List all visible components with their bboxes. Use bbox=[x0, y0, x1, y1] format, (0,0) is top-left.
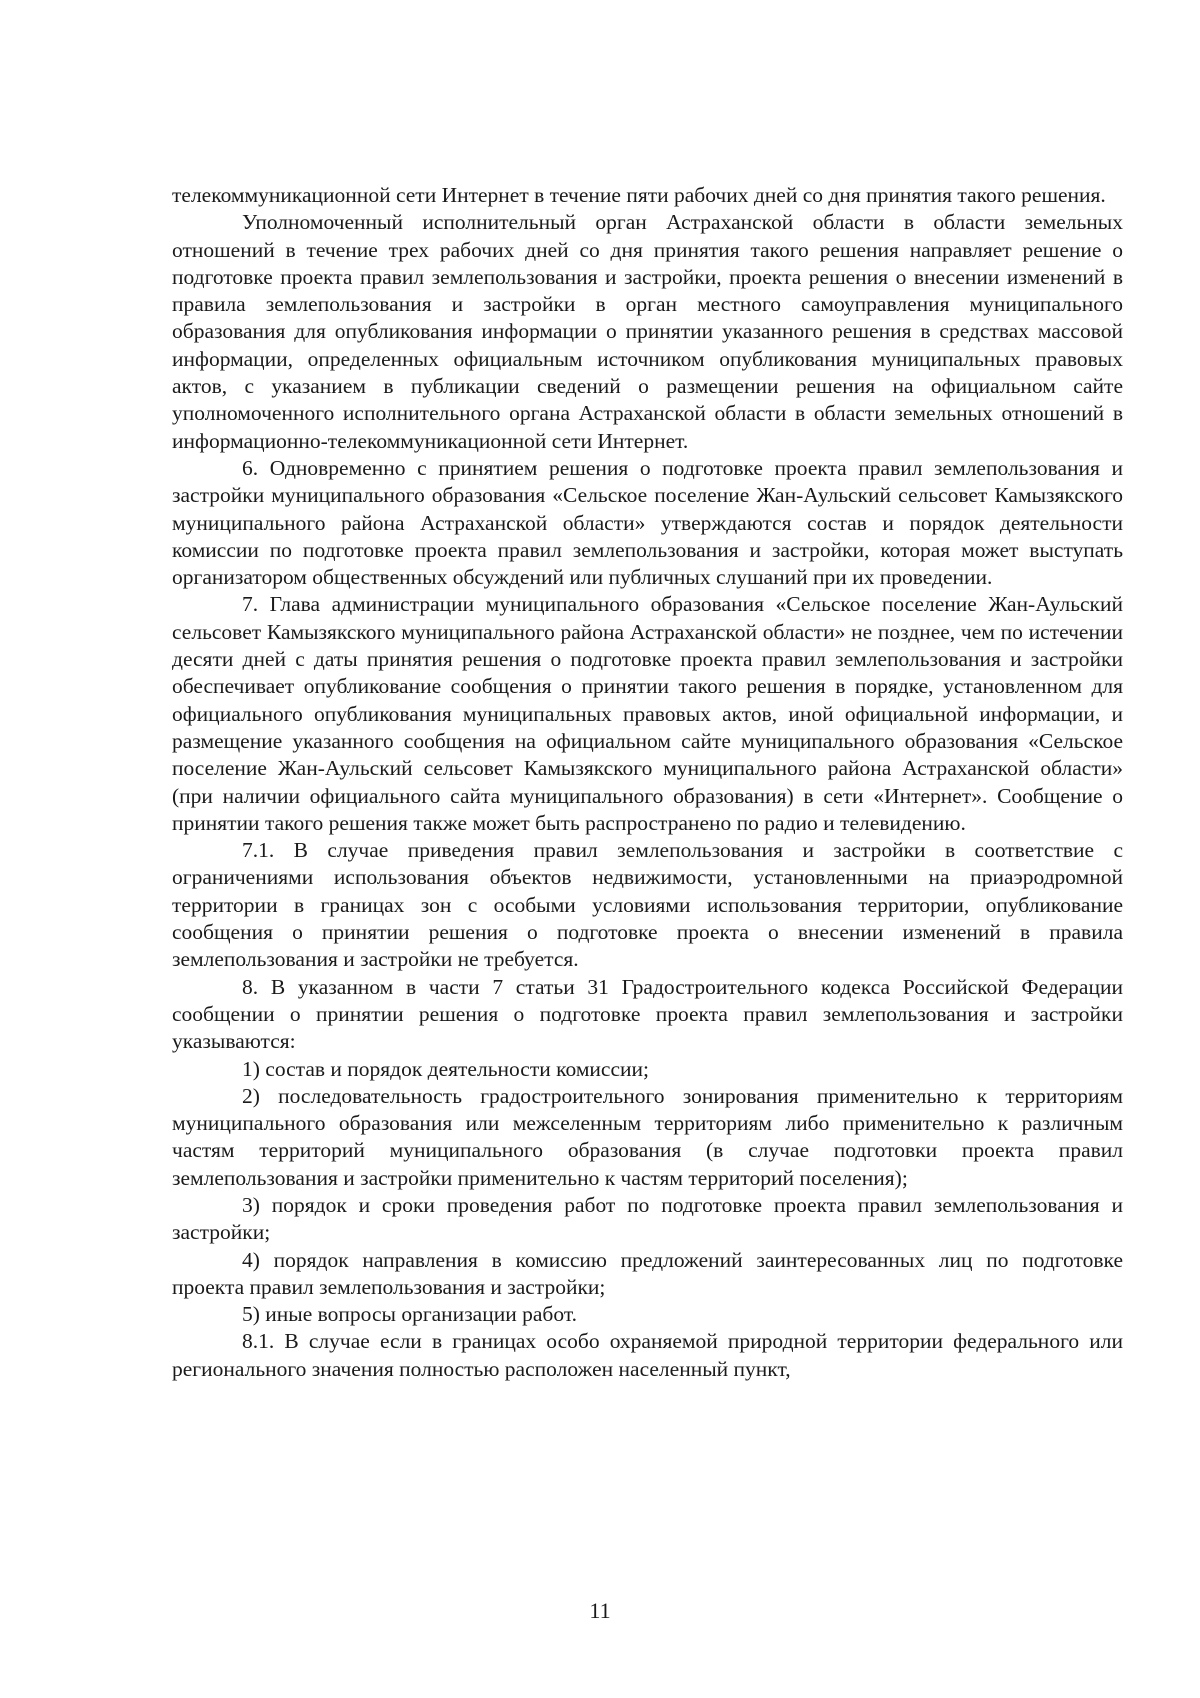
list-item-2: 2) последовательность градостроительного зонирования применительно к территориям муниципального образования или межселенным территориям либо применительно к различным частям территорий муниципального образования (в случае подготовки проекта правил землепользования и застройки применительно к частям территорий поселения); bbox=[172, 1083, 1123, 1190]
paragraph-item-7-1: 7.1. В случае приведения правил землепользования и застройки в соответствие с ограничениями использования объектов недвижимости, установленными на приаэродромной территории в границах зон с особыми условиями использования территории, опубликование сообщения о принятии решения о подготовке проекта о внесении изменений в правила землепользования и застройки не требуется. bbox=[172, 838, 1123, 972]
paragraph-item-7: 7. Глава администрации муниципального образования «Сельское поселение Жан-Аульский сельсовет Камызякского муниципального района Астраханской области» не позднее, чем по истечении десяти дней с даты принятия решения о подготовке проекта правил землепользования и застройки обеспечивает опубликование сообщения о принятии такого решения в порядке, установленном для официального опубликования муниципальных правовых актов, иной официальной информации, и размещение указанного сообщения на официальном сайте муниципального образования «Сельское поселение Жан-Аульский сельсовет Камызякского муниципального района Астраханской области» (при наличии официального сайта муниципального образования) в сети «Интернет». Сообщение о принятии такого решения также может быть распространено по радио и телевидению. bbox=[172, 592, 1123, 835]
paragraph-item-6: 6. Одновременно с принятием решения о подготовке проекта правил землепользования и застройки муниципального образования «Сельское поселение Жан-Аульский сельсовет Камызякского муниципального района Астраханской области» утверждаются состав и порядок деятельности комиссии по подготовке проекта правил землепользования и застройки, которая может выступать организатором общественных обсуждений или публичных слушаний при их проведении. bbox=[172, 455, 1123, 590]
paragraph-continuation: телекоммуникационной сети Интернет в течение пяти рабочих дней со дня принятия такого решения. bbox=[172, 183, 1106, 207]
paragraph-item-8-1: 8.1. В случае если в границах особо охраняемой природной территории федерального или регионального значения полностью расположен населенный пункт, bbox=[172, 1329, 1123, 1381]
paragraph-notification-procedure: Уполномоченный исполнительный орган Астраханской области в области земельных отношений в течение трех рабочих дней со дня принятия такого решения направляет решение о подготовке проекта правил землепользования и застройки, проекта решения о внесении изменений в правила землепользования и застройки в орган местного самоуправления муниципального образования для опубликования информации о принятии указанного решения в средствах массовой информации, определенных официальным источником опубликования муниципальных правовых актов, с указанием в публикации сведений о размещении решения на официальном сайте уполномоченного исполнительного органа Астраханской области в области земельных отношений в информационно-телекоммуникационной сети Интернет. bbox=[172, 210, 1123, 453]
list-item-4: 4) порядок направления в комиссию предложений заинтересованных лиц по подготовке проекта правил землепользования и застройки; bbox=[172, 1247, 1123, 1299]
page-number: 11 bbox=[589, 1598, 611, 1623]
list-item-1: 1) состав и порядок деятельности комиссии; bbox=[242, 1056, 649, 1081]
list-item-5: 5) иные вопросы организации работ. bbox=[242, 1302, 577, 1327]
list-item-3: 3) порядок и сроки проведения работ по подготовке проекта правил землепользования и застройки; bbox=[172, 1192, 1123, 1245]
document-body bbox=[172, 182, 1123, 1383]
paragraph-item-8: 8. В указанном в части 7 статьи 31 Градостроительного кодекса Российской Федерации сообщении о принятии решения о подготовке проекта правил землепользования и застройки указываются: bbox=[172, 974, 1123, 1054]
